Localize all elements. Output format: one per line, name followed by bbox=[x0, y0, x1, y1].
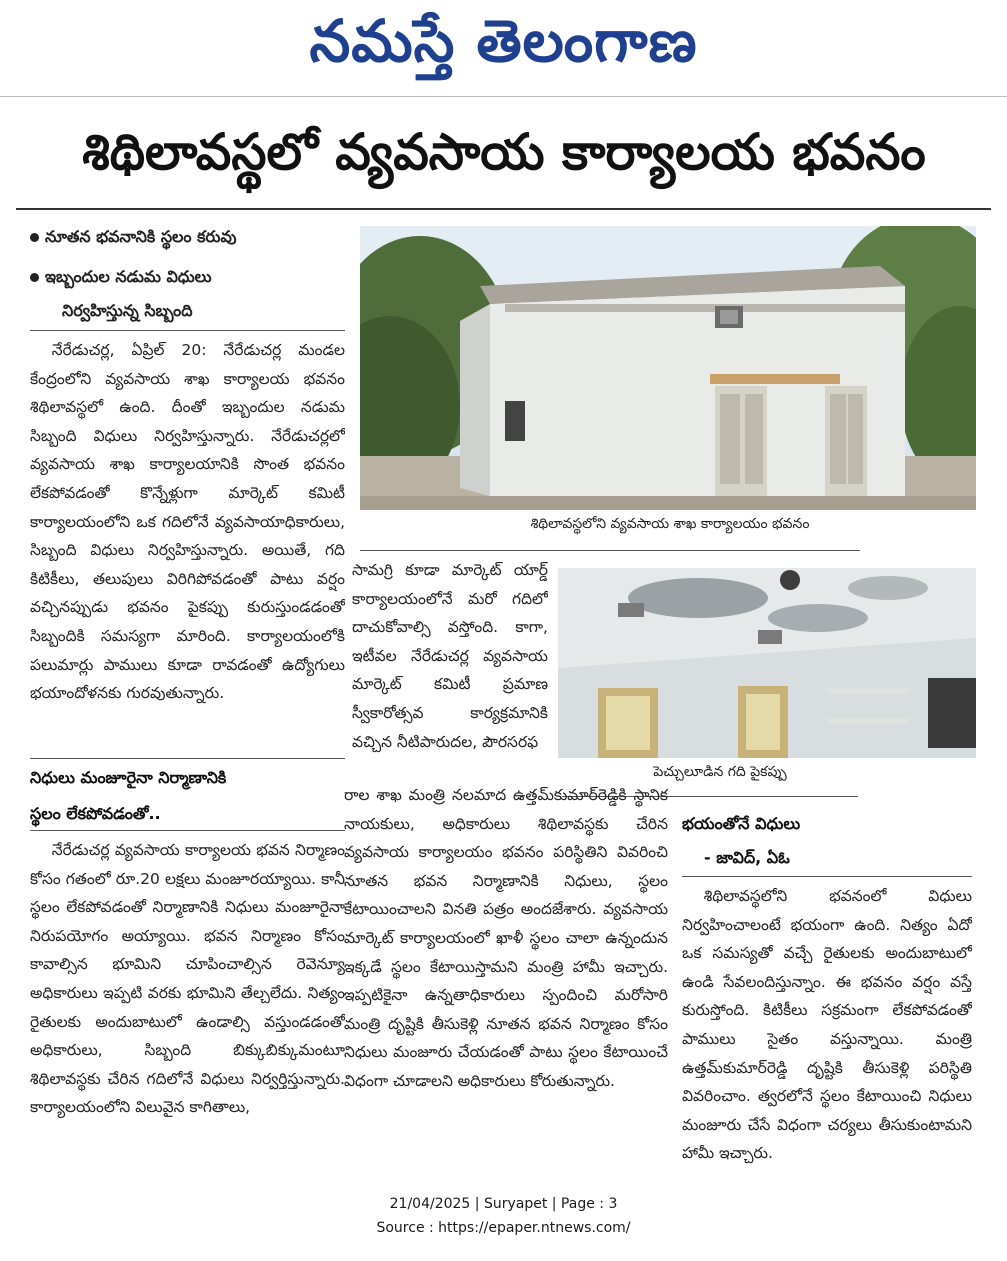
ceiling-photo bbox=[558, 568, 976, 758]
section-divider bbox=[30, 830, 345, 831]
column-1-subhead: నిధులు మంజూరైనా నిర్మాణానికి స్థలం లేకపోవడంతో.. bbox=[30, 768, 227, 823]
article-column-1-paragraph-2: నేరేడుచర్ల వ్యవసాయ కార్యాలయ భవన నిర్మాణం కోసం గతంలో రూ.20 లక్షలు మంజూరయ్యాయి. కానీ స్థలం లేకపోవడంతో నిర్మాణానికి నిధులు మంజూరైనా నిరుపయోగం అయ్యాయి. భవన నిర్మాణం కోసం కావాల్సిన భూమిని చూపించాల్సిన రెవెన్యూ అధికారులు ఇప్పటి వరకు భూమిని తేల్చలేదు. నిత్యం రైతులకు అందుబాటులో ఉండాల్సి వస్తుండడంతో అధికారులు, సిబ్బంది బిక్కుబిక్కుమంటూ శిథిలావస్థకు చేరిన గదిలోనే విధులు నిర్వర్తిస్తున్నారు. కార్యాలయంలోని విలువైన కాగితాలు, bbox=[30, 841, 345, 1117]
column-3-byline: - జావిద్, ఏఓ bbox=[704, 848, 790, 867]
bullet-icon bbox=[30, 233, 39, 242]
photo-2-caption: పెచ్చులూడిన గది పైకప్పు bbox=[653, 764, 787, 780]
masthead-logo: నమస్తే తెలంగాణ bbox=[309, 7, 698, 75]
article-column-1-paragraph-1: నేరేడుచర్ల, ఏప్రిల్ 20: నేరేడుచర్ల మండల కేంద్రంలోని వ్యవసాయ శాఖ కార్యాలయ భవనం శిథిలావస్థలో ఉంది. దీంతో ఇబ్బందుల నడుమ సిబ్బంది విధులు నిర్వహిస్తున్నారు. నేరేడుచర్లలో వ్యవసాయ శాఖ కార్యాలయానికి సొంత భవనం లేకపోవడంతో కొన్నేళ్లుగా మార్కెట్ కమిటీ కార్యాలయంలోని ఒక గదిలోనే వ్యవసాయాధికారులు, సిబ్బంది విధులు నిర్వహిస్తున్నారు. అయితే, గది కిటికీలు, తలుపులు విరిగిపోవడంతో పాటు వర్షం వచ్చినప్పుడు భవనం పైకప్పు కురుస్తుండడంతో సిబ్బందికి సమస్యగా మారింది. కార్యాలయంలోకి పలుమార్లు పాములు కూడా రావడంతో ఉద్యోగులు భయాందోళనకు గురవుతున్నారు. bbox=[30, 341, 345, 703]
section-divider bbox=[30, 758, 345, 759]
article-headline: శిథిలావస్థలో వ్యవసాయ కార్యాలయ భవనం bbox=[82, 123, 926, 181]
column-3-subhead: భయంతోనే విధులు bbox=[682, 814, 801, 833]
ceiling-illustration bbox=[558, 568, 976, 758]
caption-divider bbox=[360, 550, 860, 551]
article-column-2-narrow: సామగ్రి కూడా మార్కెట్ యార్డ్ కార్యాలయంలోనే మరో గదిలో దాచుకోవాల్సి వస్తోంది. కాగా, ఇటీవల నేరేడుచర్ల వ్యవసాయ మార్కెట్ కమిటీ ప్రమాణ స్వీకారోత్సవ కార్యక్రమానికి వచ్చిన నీటిపారుదల, పౌరసరఫ bbox=[352, 561, 548, 751]
deck-item: నిర్వహిస్తున్న సిబ్బంది bbox=[62, 301, 193, 320]
deck-divider bbox=[30, 330, 345, 331]
deck-item: ఇబ్బందుల నడుమ విధులు bbox=[30, 262, 350, 292]
deck-item: నూతన భవనానికి స్థలం కరువు bbox=[30, 222, 350, 252]
masthead-divider bbox=[0, 96, 1007, 97]
footer-source: Source : https://epaper.ntnews.com/ bbox=[376, 1220, 631, 1236]
building-photo bbox=[360, 226, 976, 510]
headline-divider bbox=[16, 208, 991, 210]
bullet-icon bbox=[30, 273, 39, 282]
article-column-2-wide: రాల శాఖ మంత్రి నలమాద ఉత్తమ్‌కుమార్‌రెడ్డికి స్థానిక నాయకులు, అధికారులు శిథిలావస్థకు చేరిన వ్యవసాయ కార్యాలయం భవనం పరిస్థితిని వివరించి నూతన భవన నిర్మాణానికి నిధులు, స్థలం కేటాయించాలని వినతి పత్రం అందజేశారు. వ్యవసాయ మార్కెట్ కార్యాలయంలో ఖాళీ స్థలం చాలా ఉన్నందున ఇక్కడే స్థలం కేటాయిస్తామని మంత్రి హామీ ఇచ్చారు. ఇప్పటికైనా ఉన్నతాధికారులు స్పందించి మరోసారి మంత్రి దృష్టికి తీసుకెళ్లి నూతన భవన నిర్మాణం కోసం నిధులు మంజూరు చేయడంతో పాటు స్థలం కేటాయించే విధంగా చూడాలని అధికారులు కోరుతున్నారు. bbox=[344, 786, 668, 1090]
section-divider bbox=[682, 876, 972, 877]
footer-dateline: 21/04/2025 | Suryapet | Page : 3 bbox=[389, 1196, 618, 1212]
photo-1-caption: శిథిలావస్థలోని వ్యవసాయ శాఖ కార్యాలయం భవనం bbox=[530, 516, 810, 532]
article-column-3: శిథిలావస్థలోని భవనంలో విధులు నిర్వహించాలంటే భయంగా ఉంది. నిత్యం ఏదో ఒక సమస్యతో వచ్చే రైతులకు అందుబాటులో ఉండి సేవలందిస్తున్నాం. ఈ భవనం వర్షం వస్తే కురుస్తోంది. కిటికీలు సక్రమంగా లేకపోవడంతో పాములు సైతం వస్తున్నాయి. మంత్రి ఉత్తమ్‌కుమార్‌రెడ్డి దృష్టికి తీసుకెళ్లి పరిస్థితి వివరించాం. త్వరలోనే స్థలం కేటాయించి నిధులు మంజూరు చేసే విధంగా చర్యలు తీసుకుంటామని హామీ ఇచ్చారు. bbox=[682, 887, 972, 1163]
building-illustration bbox=[360, 226, 976, 510]
